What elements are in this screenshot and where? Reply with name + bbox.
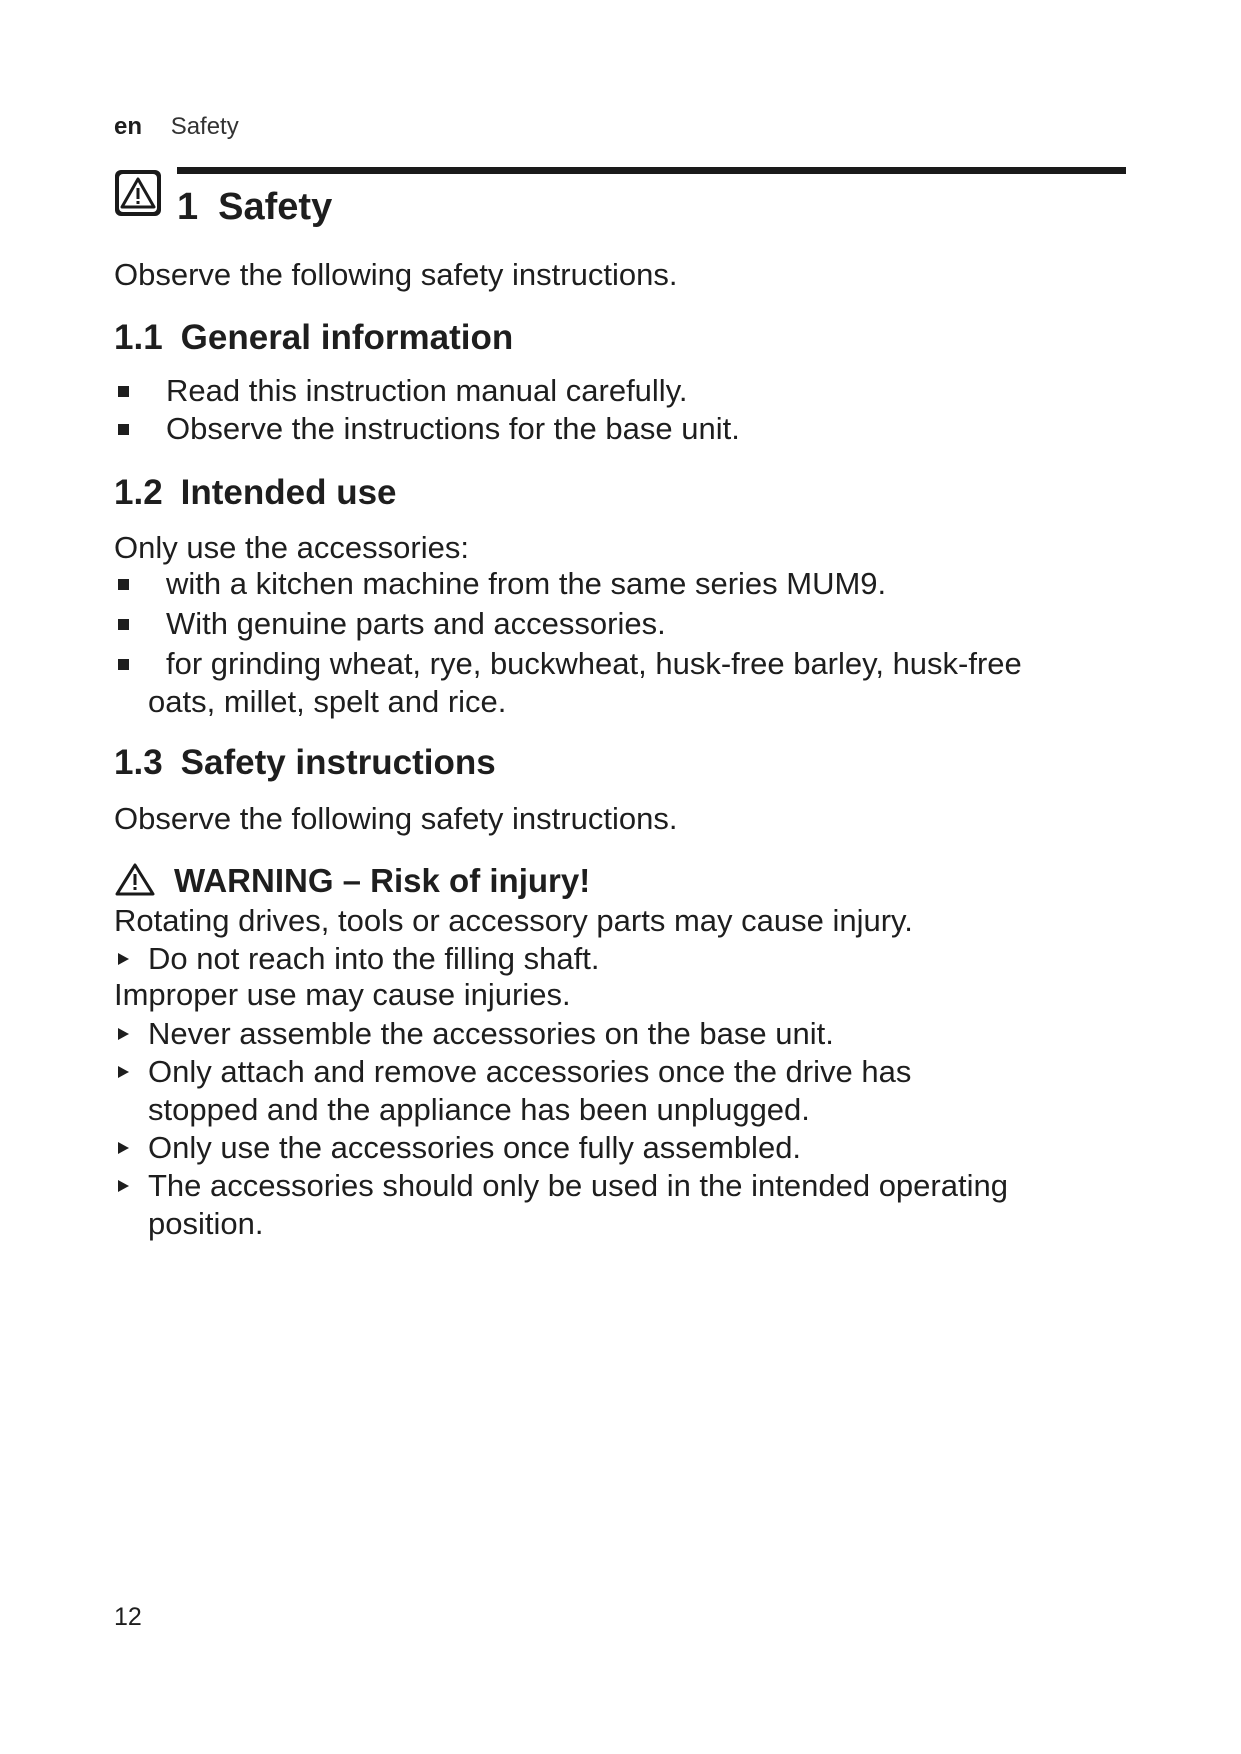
action-arrow-icon <box>118 1180 129 1192</box>
intended-use-list <box>114 565 1134 721</box>
bullet-square-icon <box>118 424 129 435</box>
warning-triangle-icon <box>114 862 156 896</box>
bullet-square-icon <box>118 659 129 670</box>
chapter-title <box>177 186 332 229</box>
list-item <box>114 605 1134 643</box>
list-item-text: With genuine parts and accessories. <box>166 606 666 641</box>
safety-instructions-lead: Observe the following safety instructions. <box>114 801 678 836</box>
action-step-text: Never assemble the accessories on the base unit. <box>148 1016 834 1051</box>
action-arrow-icon <box>118 1028 129 1040</box>
section-title: Intended use <box>180 473 397 512</box>
intro-text: Observe the following safety instructions. <box>114 257 678 292</box>
intended-use-lead: Only use the accessories: <box>114 530 469 565</box>
section-title: Safety instructions <box>180 743 496 782</box>
action-step-text: Only use the accessories once fully assembled. <box>148 1130 802 1165</box>
action-arrow-icon <box>118 1142 129 1154</box>
header-section-title: Safety <box>170 113 239 140</box>
list-item-text: Observe the instructions for the base unit. <box>166 411 740 446</box>
list-item <box>114 645 1134 721</box>
action-step <box>114 1053 1134 1129</box>
warning-title: WARNING – Risk of injury! <box>174 862 591 899</box>
warning-text-rotating: Rotating drives, tools or accessory parts may cause injury. <box>114 903 913 938</box>
section-heading-intended-use <box>114 473 397 513</box>
warning-steps-2 <box>114 1015 1134 1243</box>
section-number: 1.3 <box>114 743 163 782</box>
general-info-list <box>114 372 1134 448</box>
action-step-continuation: stopped and the appliance has been unplugged. <box>148 1092 810 1127</box>
list-item <box>114 410 1134 448</box>
list-item <box>114 565 1134 603</box>
action-arrow-icon <box>118 953 129 965</box>
chapter-number: 1 <box>177 186 199 228</box>
action-step <box>114 1129 1134 1167</box>
chapter-rule <box>177 167 1126 174</box>
bullet-square-icon <box>118 579 129 590</box>
page-number: 12 <box>114 1603 142 1631</box>
list-item-continuation: oats, millet, spelt and rice. <box>148 684 507 719</box>
bullet-square-icon <box>118 619 129 630</box>
action-step-text: Only attach and remove accessories once the drive has <box>148 1054 912 1089</box>
warning-heading <box>114 862 590 900</box>
action-step <box>114 940 1134 978</box>
action-step-text: The accessories should only be used in the intended operating <box>148 1168 1008 1203</box>
section-heading-general <box>114 318 513 358</box>
warning-triangle-icon <box>114 169 162 217</box>
running-header <box>114 113 239 141</box>
section-number: 1.2 <box>114 473 163 512</box>
list-item <box>114 372 1134 410</box>
action-step <box>114 1167 1134 1243</box>
chapter-title-text: Safety <box>218 186 333 228</box>
language-code: en <box>114 113 143 140</box>
action-arrow-icon <box>118 1066 129 1078</box>
section-heading-safety-instructions <box>114 743 496 783</box>
list-item-text: with a kitchen machine from the same series MUM9. <box>166 566 887 601</box>
section-number: 1.1 <box>114 318 163 357</box>
action-step-continuation: position. <box>148 1206 264 1241</box>
section-title: General information <box>180 318 514 357</box>
list-item-text: for grinding wheat, rye, buckwheat, husk-free barley, husk-free <box>166 646 1022 681</box>
action-step-text: Do not reach into the filling shaft. <box>148 941 600 976</box>
list-item-text: Read this instruction manual carefully. <box>166 373 688 408</box>
warning-steps-1 <box>114 940 1134 978</box>
warning-text-improper: Improper use may cause injuries. <box>114 977 571 1012</box>
bullet-square-icon <box>118 386 129 397</box>
action-step <box>114 1015 1134 1053</box>
